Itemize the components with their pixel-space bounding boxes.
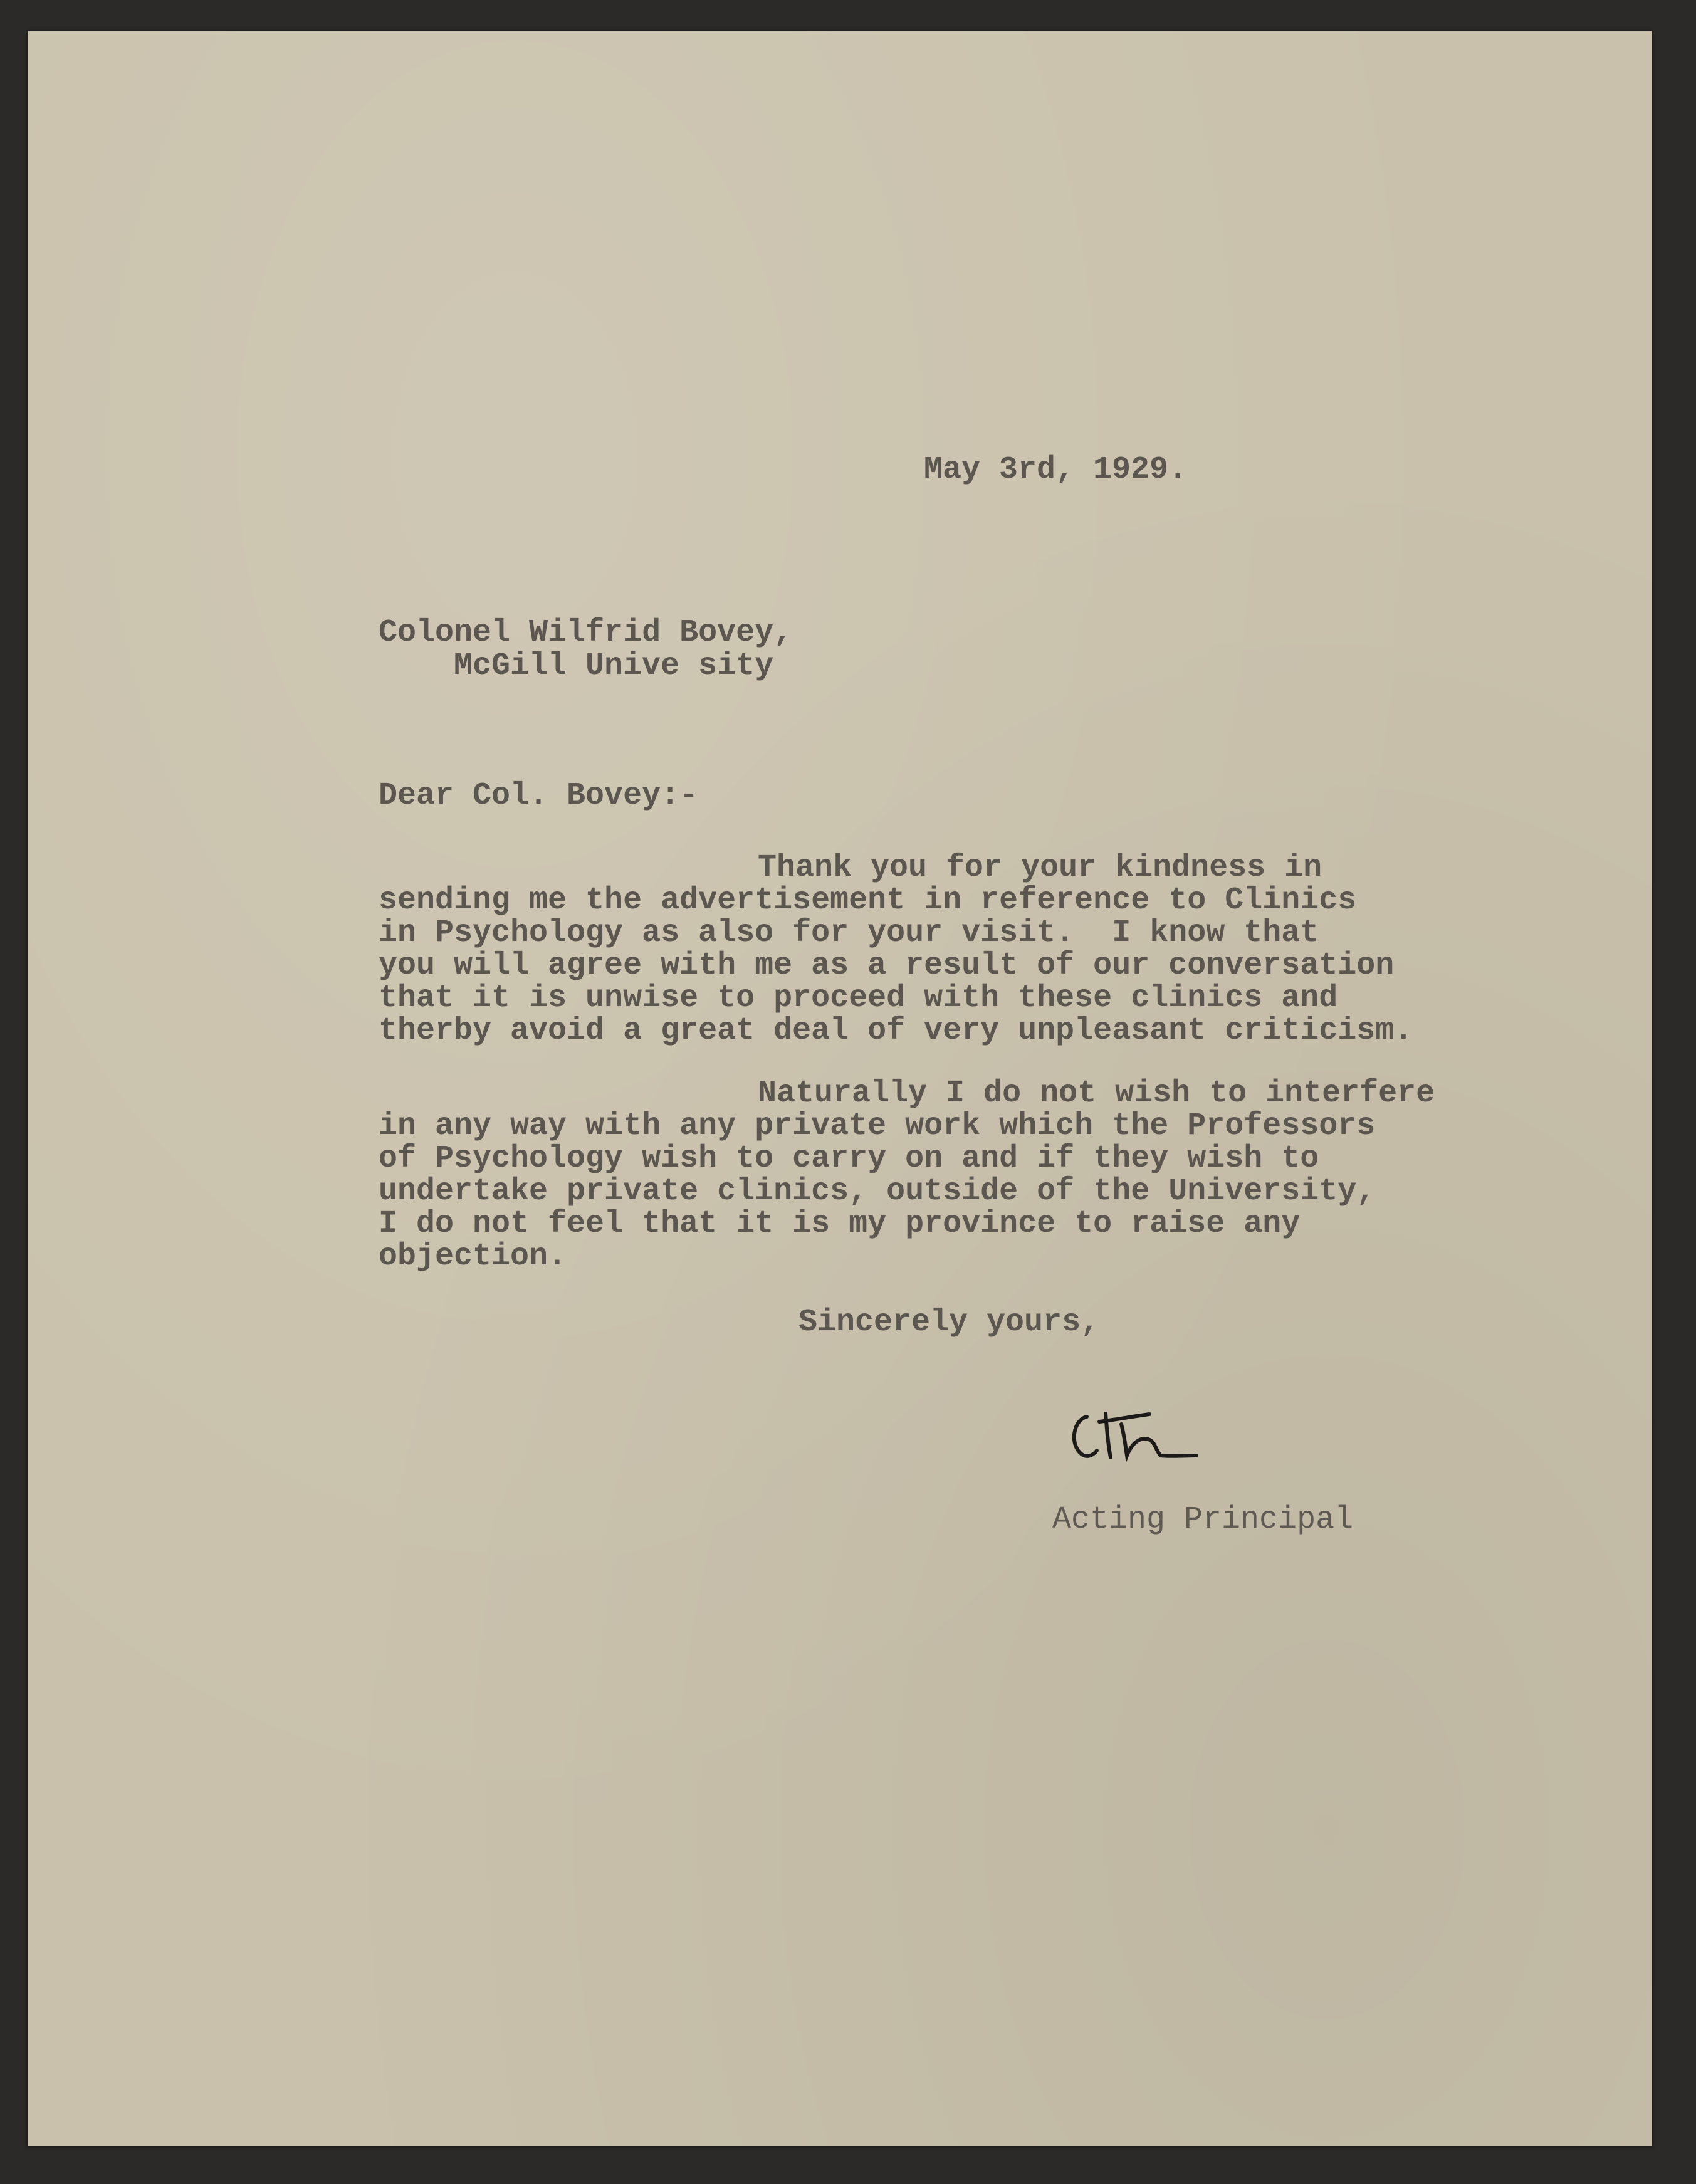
paragraph-line: Naturally I do not wish to interfere xyxy=(758,1076,1435,1111)
recipient-institution: McGill Unive sity xyxy=(454,648,774,684)
paragraph-line: I do not feel that it is my province to raise any xyxy=(379,1206,1301,1242)
paragraph-line: sending me the advertisement in reference to Clinics xyxy=(379,883,1357,918)
paragraph-line: therby avoid a great deal of very unpleasant criticism. xyxy=(379,1013,1413,1049)
paragraph-line: of Psychology wish to carry on and if they wish to xyxy=(379,1141,1319,1177)
letter-date: May 3rd, 1929. xyxy=(924,452,1188,488)
paragraph-line: in any way with any private work which the Professors xyxy=(379,1108,1376,1144)
paragraph-line: Thank you for your kindness in xyxy=(758,850,1322,886)
paragraph-line: undertake private clinics, outside of the University, xyxy=(379,1173,1376,1209)
closing: Sincerely yours, xyxy=(798,1305,1100,1340)
paragraph-line: that it is unwise to proceed with these clinics and xyxy=(379,980,1338,1016)
letter-page xyxy=(28,31,1652,2146)
salutation: Dear Col. Bovey:- xyxy=(379,778,699,814)
paragraph-line: objection. xyxy=(379,1239,567,1274)
paragraph-line: you will agree with me as a result of our conversation xyxy=(379,948,1395,984)
handwritten-signature xyxy=(1062,1385,1237,1473)
recipient-name: Colonel Wilfrid Bovey, xyxy=(379,615,793,651)
signature-title: Acting Principal xyxy=(1052,1502,1354,1538)
paragraph-line: in Psychology as also for your visit. I know that xyxy=(379,915,1319,951)
